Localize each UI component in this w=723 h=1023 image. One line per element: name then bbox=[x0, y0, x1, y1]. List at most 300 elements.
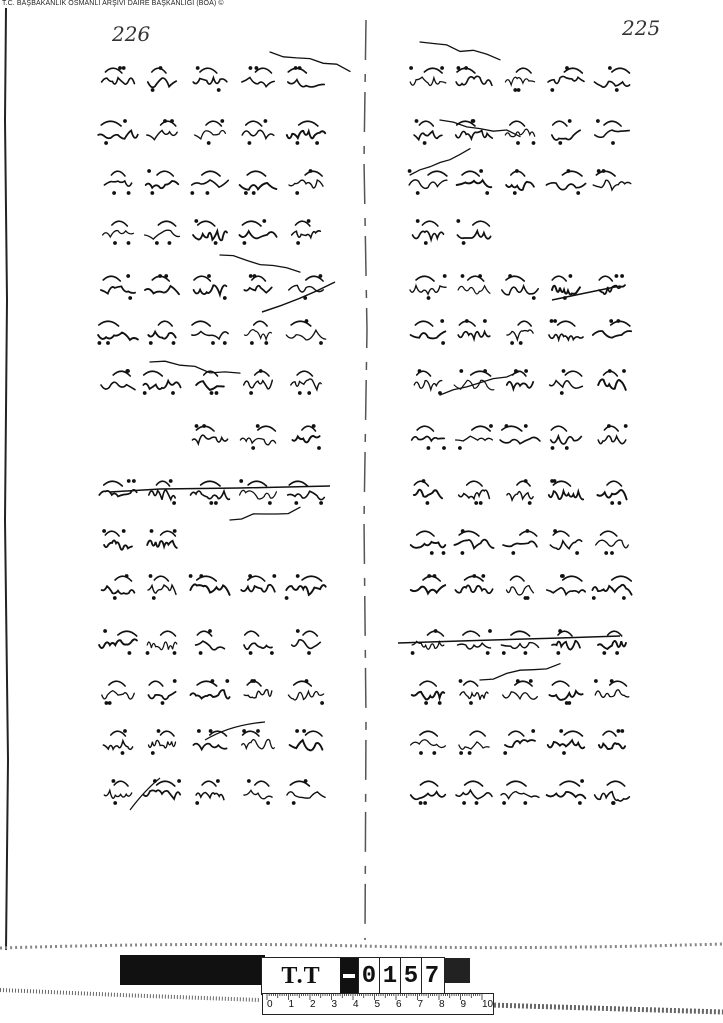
ink-dot bbox=[461, 275, 463, 277]
ink-dot bbox=[442, 552, 444, 554]
ink-dot bbox=[255, 67, 257, 69]
handwritten-word bbox=[551, 436, 582, 444]
handwritten-word bbox=[420, 781, 437, 786]
ink-dot bbox=[248, 142, 250, 144]
handwritten-word bbox=[458, 332, 490, 339]
ink-dot bbox=[561, 392, 563, 394]
ink-dot bbox=[480, 502, 482, 504]
ink-dot bbox=[150, 530, 152, 532]
handwritten-word bbox=[202, 171, 220, 176]
ink-dot bbox=[305, 680, 307, 682]
handwritten-word bbox=[409, 180, 447, 189]
ink-dot bbox=[114, 802, 116, 804]
ink-dot bbox=[489, 630, 491, 632]
ink-dot bbox=[564, 297, 566, 299]
ink-dot bbox=[144, 392, 146, 394]
ink-dot bbox=[623, 370, 625, 372]
handwritten-word bbox=[297, 371, 312, 376]
ink-dot bbox=[206, 192, 208, 194]
ink-dot bbox=[245, 192, 247, 194]
ink-dot bbox=[611, 552, 613, 554]
ink-dot bbox=[417, 192, 419, 194]
ink-dot bbox=[319, 275, 321, 277]
ruler-number: 1 bbox=[288, 999, 295, 1010]
catalog-digit: 1 bbox=[379, 958, 400, 994]
handwritten-word bbox=[467, 481, 482, 486]
ink-dot bbox=[559, 630, 561, 632]
ink-dot bbox=[512, 552, 514, 554]
ruler-number: 7 bbox=[417, 999, 424, 1010]
ink-dot bbox=[439, 392, 441, 394]
ink-dot bbox=[127, 242, 129, 244]
ink-dot bbox=[295, 502, 297, 504]
handwritten-word bbox=[460, 692, 488, 700]
ink-dot bbox=[425, 242, 427, 244]
handwritten-word bbox=[456, 76, 492, 85]
ink-dot bbox=[320, 342, 322, 344]
ink-dot bbox=[159, 275, 161, 277]
ink-dot bbox=[200, 575, 202, 577]
ink-dot bbox=[208, 142, 210, 144]
handwritten-word bbox=[592, 585, 631, 595]
ink-dot bbox=[490, 425, 492, 427]
handwritten-word bbox=[465, 781, 483, 786]
catalog-series: T.T bbox=[281, 962, 321, 989]
handwritten-word bbox=[552, 681, 569, 686]
handwritten-word bbox=[420, 731, 437, 736]
ink-dot bbox=[308, 652, 310, 654]
handwritten-word bbox=[161, 631, 176, 636]
ink-dot bbox=[152, 752, 154, 754]
handwritten-word bbox=[244, 643, 272, 649]
ink-dot bbox=[248, 780, 250, 782]
handwritten-word bbox=[288, 691, 323, 700]
ink-dot bbox=[170, 480, 172, 482]
handwritten-word bbox=[99, 639, 137, 648]
handwritten-word bbox=[601, 531, 617, 536]
ink-dot bbox=[611, 502, 613, 504]
ink-dot bbox=[561, 575, 563, 577]
handwritten-word bbox=[548, 76, 584, 83]
ink-dot bbox=[420, 752, 422, 754]
center-spine bbox=[364, 20, 367, 940]
ink-dot bbox=[157, 730, 159, 732]
ink-dot bbox=[473, 575, 475, 577]
handwritten-word bbox=[611, 321, 630, 326]
handwritten-word bbox=[595, 690, 629, 697]
handwritten-word bbox=[103, 231, 134, 237]
ink-dot bbox=[257, 425, 259, 427]
scan-bottom-shadow bbox=[120, 955, 265, 985]
ruler-number: 2 bbox=[310, 999, 316, 1010]
handwritten-word bbox=[286, 585, 325, 595]
ink-dot bbox=[200, 652, 202, 654]
handwritten-word bbox=[111, 731, 126, 736]
ink-dot bbox=[250, 275, 252, 277]
ink-dot bbox=[457, 220, 459, 222]
ink-dot bbox=[603, 652, 605, 654]
handwritten-word bbox=[294, 681, 312, 686]
ink-dot bbox=[484, 370, 486, 372]
ink-dot bbox=[195, 220, 197, 222]
ink-dot bbox=[460, 752, 462, 754]
ink-dot bbox=[161, 702, 163, 704]
ink-dot bbox=[299, 392, 301, 394]
handwritten-word bbox=[564, 731, 582, 736]
handwritten-word bbox=[507, 382, 533, 389]
handwritten-word bbox=[552, 276, 566, 281]
handwritten-word bbox=[196, 793, 224, 800]
ink-dot bbox=[250, 392, 252, 394]
ink-dot bbox=[597, 120, 599, 122]
handwritten-word bbox=[507, 492, 533, 500]
handwritten-word bbox=[457, 180, 492, 187]
catalog-digit: 7 bbox=[421, 958, 442, 994]
ink-dot bbox=[109, 702, 111, 704]
handwritten-word bbox=[604, 121, 621, 126]
ink-dot bbox=[525, 370, 527, 372]
handwritten-word bbox=[455, 585, 492, 593]
ink-dot bbox=[503, 802, 505, 804]
handwritten-word bbox=[101, 121, 121, 126]
ink-dot bbox=[612, 142, 614, 144]
ink-dot bbox=[295, 67, 297, 69]
handwritten-word bbox=[511, 631, 530, 636]
ruler-number: 3 bbox=[331, 999, 338, 1010]
handwritten-word bbox=[411, 331, 446, 338]
ink-dot bbox=[427, 447, 429, 449]
ink-dot bbox=[305, 780, 307, 782]
handwritten-word bbox=[292, 640, 321, 649]
ink-dot bbox=[472, 120, 474, 122]
handwritten-word bbox=[244, 286, 271, 293]
handwritten-word bbox=[193, 78, 227, 84]
ink-dot bbox=[424, 142, 426, 144]
handwritten-word bbox=[104, 540, 132, 549]
ink-dot bbox=[524, 802, 526, 804]
ink-dot bbox=[174, 530, 176, 532]
ink-dot bbox=[517, 680, 519, 682]
ink-dot bbox=[173, 502, 175, 504]
ink-dot bbox=[178, 780, 180, 782]
ink-dot bbox=[124, 120, 126, 122]
handwritten-word bbox=[190, 584, 229, 594]
ink-dot bbox=[487, 652, 489, 654]
ink-dot bbox=[215, 242, 217, 244]
handwritten-word bbox=[192, 435, 227, 444]
handwritten-word bbox=[501, 643, 538, 649]
ink-dot bbox=[210, 730, 212, 732]
handwritten-word bbox=[413, 231, 444, 239]
ink-dot bbox=[463, 242, 465, 244]
handwritten-word bbox=[201, 481, 221, 486]
ink-dot bbox=[271, 652, 273, 654]
handwritten-entries bbox=[98, 42, 632, 804]
ink-dot bbox=[466, 320, 468, 322]
ink-dot bbox=[425, 702, 427, 704]
ink-dot bbox=[309, 170, 311, 172]
handwritten-word bbox=[200, 68, 217, 73]
handwritten-word bbox=[290, 740, 323, 750]
ink-dot bbox=[576, 552, 578, 554]
ink-dot bbox=[253, 192, 255, 194]
ink-dot bbox=[520, 342, 522, 344]
handwritten-heading bbox=[420, 42, 500, 60]
ink-dot bbox=[152, 89, 154, 91]
handwritten-word bbox=[552, 641, 580, 650]
ink-dot bbox=[435, 630, 437, 632]
ink-dot bbox=[441, 320, 443, 322]
ink-dot bbox=[509, 275, 511, 277]
ink-dot bbox=[410, 67, 412, 69]
handwritten-word bbox=[458, 643, 491, 649]
handwritten-word bbox=[505, 740, 535, 747]
ink-dot bbox=[428, 575, 430, 577]
ink-dot bbox=[172, 392, 174, 394]
handwritten-heading bbox=[150, 361, 240, 373]
handwritten-word bbox=[148, 332, 175, 339]
ink-dot bbox=[427, 297, 429, 299]
ink-dot bbox=[598, 170, 600, 172]
handwritten-word bbox=[149, 490, 175, 500]
handwritten-word bbox=[115, 576, 131, 581]
ink-dot bbox=[243, 730, 245, 732]
ruler-number: 9 bbox=[460, 999, 467, 1010]
ink-dot bbox=[190, 575, 192, 577]
ink-dot bbox=[104, 630, 106, 632]
ink-dot bbox=[557, 652, 559, 654]
ink-dot bbox=[249, 67, 251, 69]
handwritten-word bbox=[118, 631, 137, 636]
left-divider-rule bbox=[110, 486, 330, 492]
handwritten-word bbox=[505, 77, 534, 85]
handwritten-word bbox=[242, 78, 274, 87]
handwritten-word bbox=[292, 436, 319, 442]
ink-dot bbox=[129, 297, 131, 299]
ink-dot bbox=[553, 480, 555, 482]
archive-credit: T.C. BAŞBAKANLIK OSMANLI ARŞİVİ DAİRE BAŞKANLIĞI (BOA) © bbox=[2, 0, 224, 7]
ink-dot bbox=[305, 320, 307, 322]
handwritten-word bbox=[607, 781, 624, 786]
ink-dot bbox=[174, 680, 176, 682]
handwritten-word bbox=[593, 331, 631, 338]
handwritten-word bbox=[289, 481, 307, 486]
handwritten-word bbox=[198, 221, 215, 226]
handwritten-word bbox=[244, 790, 272, 798]
handwritten-word bbox=[558, 321, 575, 326]
handwritten-word bbox=[306, 731, 323, 736]
handwritten-word bbox=[507, 781, 526, 786]
ink-dot bbox=[119, 67, 121, 69]
handwritten-word bbox=[607, 481, 622, 486]
ink-dot bbox=[313, 425, 315, 427]
ink-dot bbox=[551, 447, 553, 449]
handwritten-word bbox=[598, 436, 626, 444]
ink-dot bbox=[210, 392, 212, 394]
ink-dot bbox=[605, 552, 607, 554]
ink-dot bbox=[625, 425, 627, 427]
ink-dot bbox=[146, 652, 148, 654]
ink-dot bbox=[215, 502, 217, 504]
handwritten-word bbox=[501, 792, 539, 799]
ink-dot bbox=[563, 752, 565, 754]
handwritten-word bbox=[414, 380, 442, 389]
handwritten-word bbox=[422, 221, 438, 226]
ink-dot bbox=[517, 142, 519, 144]
handwritten-word bbox=[517, 481, 530, 486]
ink-dot bbox=[486, 192, 488, 194]
handwritten-word bbox=[191, 491, 230, 499]
handwritten-word bbox=[144, 790, 180, 799]
ink-dot bbox=[609, 370, 611, 372]
handwritten-word bbox=[414, 131, 442, 139]
handwritten-heading bbox=[230, 507, 300, 520]
ink-dot bbox=[475, 802, 477, 804]
ink-dot bbox=[159, 67, 161, 69]
handwritten-word bbox=[546, 183, 585, 190]
handwritten-word bbox=[148, 692, 175, 700]
handwritten-word bbox=[411, 792, 446, 800]
handwritten-word bbox=[595, 792, 630, 801]
ink-dot bbox=[123, 67, 125, 69]
handwritten-word bbox=[507, 330, 533, 340]
handwritten-word bbox=[462, 171, 479, 176]
handwritten-word bbox=[148, 78, 176, 87]
ink-dot bbox=[273, 575, 275, 577]
ink-dot bbox=[444, 275, 446, 277]
ink-dot bbox=[514, 192, 516, 194]
ink-dot bbox=[297, 575, 299, 577]
ink-dot bbox=[297, 242, 299, 244]
handwritten-word bbox=[146, 181, 179, 188]
handwritten-word bbox=[596, 540, 629, 548]
handwritten-word bbox=[423, 576, 440, 581]
ink-dot bbox=[226, 680, 228, 682]
handwritten-word bbox=[109, 681, 125, 686]
handwritten-word bbox=[193, 744, 226, 750]
ink-dot bbox=[203, 425, 205, 427]
ink-dot bbox=[433, 575, 435, 577]
ink-dot bbox=[126, 370, 128, 372]
ink-dot bbox=[559, 142, 561, 144]
handwritten-word bbox=[503, 692, 538, 699]
ink-dot bbox=[191, 192, 193, 194]
handwritten-word bbox=[463, 631, 480, 636]
handwritten-word bbox=[411, 542, 446, 548]
handwritten-word bbox=[241, 585, 275, 592]
ink-dot bbox=[616, 652, 618, 654]
handwritten-word bbox=[549, 691, 582, 700]
handwritten-word bbox=[548, 740, 585, 748]
handwritten-word bbox=[258, 426, 276, 431]
catalog-label bbox=[261, 957, 445, 995]
ink-dot bbox=[123, 530, 125, 532]
ink-dot bbox=[321, 702, 323, 704]
ruler-number: 4 bbox=[353, 999, 359, 1010]
handwritten-word bbox=[594, 81, 629, 87]
ink-dot bbox=[251, 342, 253, 344]
ink-dot bbox=[611, 680, 613, 682]
handwritten-word bbox=[145, 286, 179, 294]
handwritten-word bbox=[612, 68, 630, 73]
ink-dot bbox=[252, 447, 254, 449]
handwritten-word bbox=[424, 68, 442, 73]
ink-dot bbox=[297, 630, 299, 632]
ink-dot bbox=[554, 530, 556, 532]
ink-dot bbox=[462, 530, 464, 532]
handwritten-word bbox=[563, 576, 582, 581]
handwritten-word bbox=[145, 230, 180, 239]
handwritten-word bbox=[471, 371, 491, 376]
ink-dot bbox=[318, 447, 320, 449]
ink-dot bbox=[475, 502, 477, 504]
ink-dot bbox=[484, 320, 486, 322]
ink-dot bbox=[286, 597, 288, 599]
handwritten-word bbox=[510, 121, 525, 126]
ink-dot bbox=[515, 370, 517, 372]
ink-dot bbox=[550, 320, 552, 322]
handwritten-word bbox=[240, 183, 277, 190]
handwritten-word bbox=[291, 379, 321, 390]
ink-dot bbox=[172, 342, 174, 344]
handwritten-word bbox=[144, 371, 163, 376]
ink-dot bbox=[168, 242, 170, 244]
page-number-right: 225 bbox=[622, 16, 661, 40]
ink-dot bbox=[250, 652, 252, 654]
ink-dot bbox=[420, 802, 422, 804]
handwritten-word bbox=[154, 576, 168, 581]
handwritten-word bbox=[505, 129, 534, 137]
handwritten-word bbox=[456, 131, 493, 139]
ink-dot bbox=[112, 780, 114, 782]
handwritten-word bbox=[419, 121, 433, 126]
handwritten-word bbox=[114, 781, 128, 786]
handwritten-word bbox=[242, 739, 275, 748]
handwritten-word bbox=[292, 231, 321, 238]
ink-dot bbox=[532, 730, 534, 732]
ink-dot bbox=[412, 652, 414, 654]
ink-dot bbox=[409, 170, 411, 172]
handwritten-word bbox=[511, 576, 525, 581]
connector-stroke bbox=[205, 722, 265, 740]
ink-dot bbox=[470, 702, 472, 704]
ink-dot bbox=[127, 275, 129, 277]
handwritten-word bbox=[503, 541, 537, 546]
ink-dot bbox=[418, 370, 420, 372]
handwritten-word bbox=[247, 171, 265, 176]
ink-dot bbox=[617, 730, 619, 732]
ink-dot bbox=[249, 575, 251, 577]
page-number-left: 226 bbox=[112, 22, 151, 46]
ink-dot bbox=[623, 597, 625, 599]
handwritten-word bbox=[287, 792, 325, 798]
handwritten-word bbox=[593, 180, 631, 190]
handwritten-word bbox=[196, 381, 224, 390]
ruler-number: 10 bbox=[482, 999, 494, 1010]
handwritten-word bbox=[603, 731, 616, 736]
ink-dot bbox=[124, 730, 126, 732]
handwritten-word bbox=[190, 690, 229, 699]
ink-dot bbox=[457, 67, 459, 69]
handwritten-word bbox=[147, 130, 177, 139]
ink-dot bbox=[253, 680, 255, 682]
ink-dot bbox=[264, 120, 266, 122]
ink-dot bbox=[579, 802, 581, 804]
ink-dot bbox=[529, 502, 531, 504]
ink-dot bbox=[195, 425, 197, 427]
handwritten-word bbox=[502, 286, 538, 295]
ink-dot bbox=[105, 702, 107, 704]
